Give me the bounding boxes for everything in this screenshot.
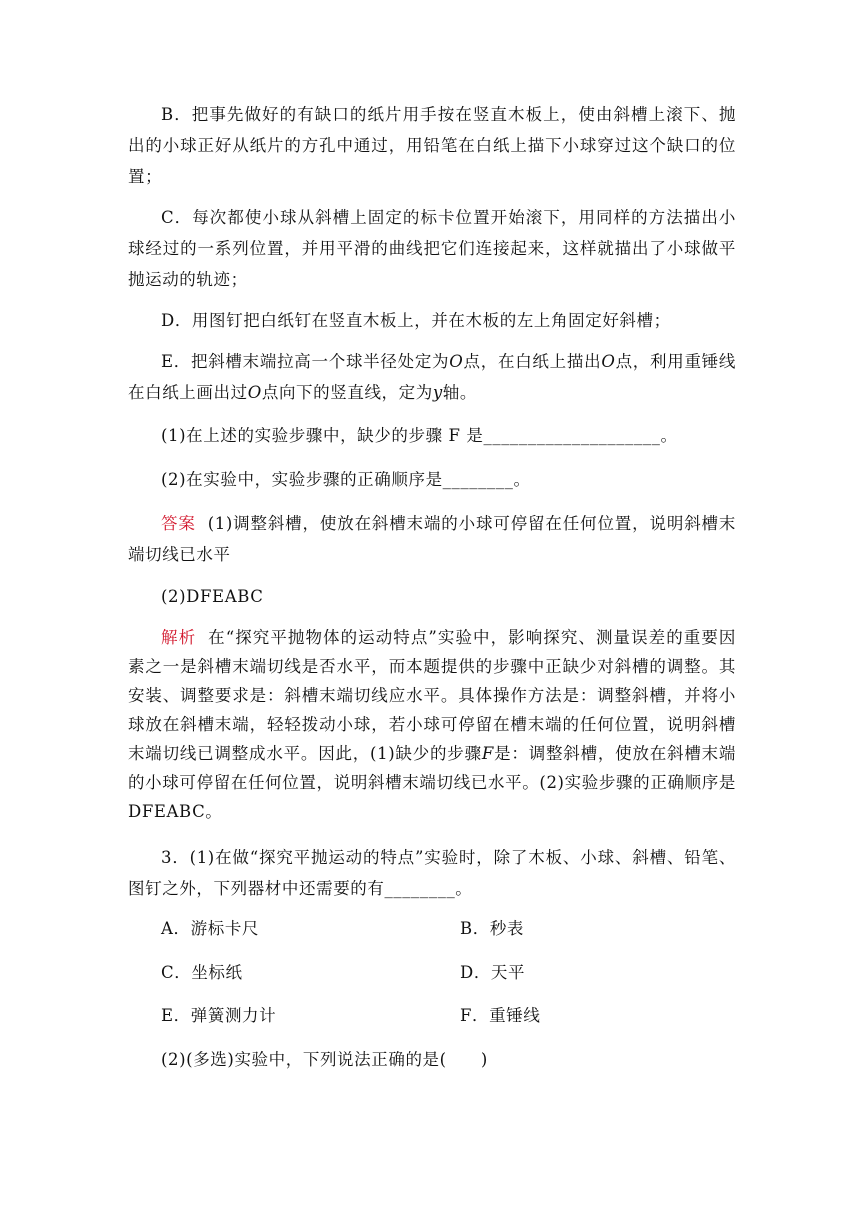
option-c: C．坐标纸 bbox=[161, 963, 243, 982]
option-f: F．重锤线 bbox=[460, 1006, 541, 1025]
step-e-text: 点，在白纸上描出 bbox=[463, 352, 602, 371]
question-2: (2)在实验中，实验步骤的正确顺序是________。 bbox=[161, 470, 531, 489]
answer-2: (2)DFEABC bbox=[161, 587, 264, 606]
answer-label: 答案 bbox=[161, 514, 196, 533]
question-3: 3．(1)在做“探究平抛运动的特点”实验时，除了木板、小球、斜槽、铅笔、图钉之外，下列器材中还需要的有________。 bbox=[128, 848, 736, 898]
point-o: O bbox=[601, 352, 616, 371]
step-e-text: 轴。 bbox=[442, 383, 477, 402]
option-b: B．秒表 bbox=[460, 919, 525, 938]
step-f: F bbox=[481, 744, 494, 763]
analysis-label: 解析 bbox=[161, 628, 197, 647]
step-e-text: E．把斜槽末端拉高一个球半径处定为 bbox=[161, 352, 450, 371]
step-e-text: 点，利用重锤线在白纸上画出过 bbox=[128, 352, 736, 402]
step-e bbox=[128, 346, 736, 408]
point-o: O bbox=[449, 352, 464, 371]
analysis-text: 在“探究平抛物体的运动特点”实验中，影响探究、测量误差的重要因素之一是斜槽末端切线是否水平，而本题提供的步骤中正缺少对斜槽的调整。其安装、调整要求是：斜槽末端切线应水平。具体操作方法是：调整斜槽，并将小球放在斜槽末端，轻轻拨动小球，若小球可停留在槽末端的任何位置，说明斜槽末端切线已调整成水平。因此，(1)缺少的步骤 bbox=[128, 628, 736, 763]
option-e: E．弹簧测力计 bbox=[161, 1006, 277, 1025]
analysis-text: 是：调整斜槽，使放在斜槽末端的小球可停留在任何位置，说明斜槽末端切线已水平。(2)实验步骤的正确顺序是 DFEABC。 bbox=[128, 744, 736, 821]
question-1: (1)在上述的实验步骤中，缺少的步骤 F 是____________________。 bbox=[161, 426, 678, 445]
option-d: D．天平 bbox=[460, 963, 526, 982]
step-d: D．用图钉把白纸钉在竖直木板上，并在木板的左上角固定好斜槽； bbox=[161, 311, 671, 330]
point-o: O bbox=[247, 383, 262, 402]
axis-y: y bbox=[432, 383, 443, 402]
step-c: C．每次都使小球从斜槽上固定的标卡位置开始滚下，用同样的方法描出小球经过的一系列位置，并用平滑的曲线把它们连接起来，这样就描出了小球做平抛运动的轨迹； bbox=[128, 208, 736, 289]
answer-text: (1)调整斜槽，使放在斜槽末端的小球可停留在任何位置，说明斜槽末端切线已水平 bbox=[128, 514, 736, 564]
answer-block bbox=[128, 508, 736, 570]
step-b: B．把事先做好的有缺口的纸片用手按在竖直木板上，使由斜槽上滚下、抛出的小球正好从纸片的方孔中通过，用铅笔在白纸上描下小球穿过这个缺口的位置； bbox=[128, 105, 736, 186]
analysis-block bbox=[128, 623, 736, 826]
question-3-2: (2)(多选)实验中，下列说法正确的是( ) bbox=[161, 1050, 488, 1069]
step-e-text: 点向下的竖直线，定为 bbox=[261, 383, 433, 402]
option-a: A．游标卡尺 bbox=[161, 919, 260, 938]
